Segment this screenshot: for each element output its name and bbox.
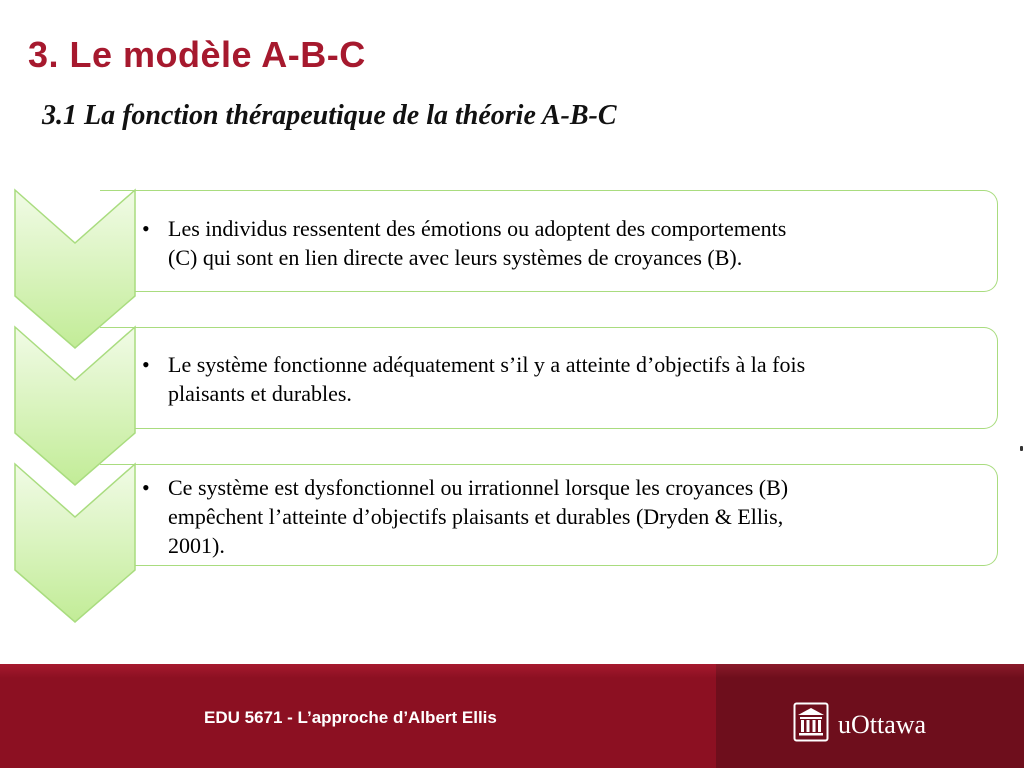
bullet-marker-3: • [142,475,150,500]
bullet-3-line-1: Ce système est dysfonctionnel ou irrationnel lorsque les croyances (B) [168,475,789,500]
slide-subtitle: 3.1 La fonction thérapeutique de la théorie A-B-C [42,100,617,131]
footer-course-label: EDU 5671 - L’approche d’Albert Ellis [204,708,497,727]
bullet-marker-1: • [142,216,150,241]
bullet-2-line-1: Le système fonctionne adéquatement s’il y a atteinte d’objectifs à la fois [168,352,806,377]
bullet-1-line-1: Les individus ressentent des émotions ou adoptent des comportements [168,216,787,241]
bullet-3-line-3: 2001). [168,533,225,558]
bullet-2-line-2: plaisants et durables. [168,381,352,406]
chevron-down-icon [14,462,136,627]
university-building-icon [793,702,829,742]
logo-wordmark: uOttawa [838,710,927,739]
bullet-text-1 [168,214,996,272]
bullet-text-2 [168,350,996,408]
bullet-1-line-2: (C) qui sont en lien directe avec leurs systèmes de croyances (B). [168,245,743,270]
bullet-marker-2: • [142,352,150,377]
edge-mark [1020,446,1023,451]
slide-title: 3. Le modèle A-B-C [28,34,366,75]
bullet-text-3 [168,473,996,560]
bullet-3-line-2: empêchent l’atteinte d’objectifs plaisants et durables (Dryden & Ellis, [168,504,784,529]
